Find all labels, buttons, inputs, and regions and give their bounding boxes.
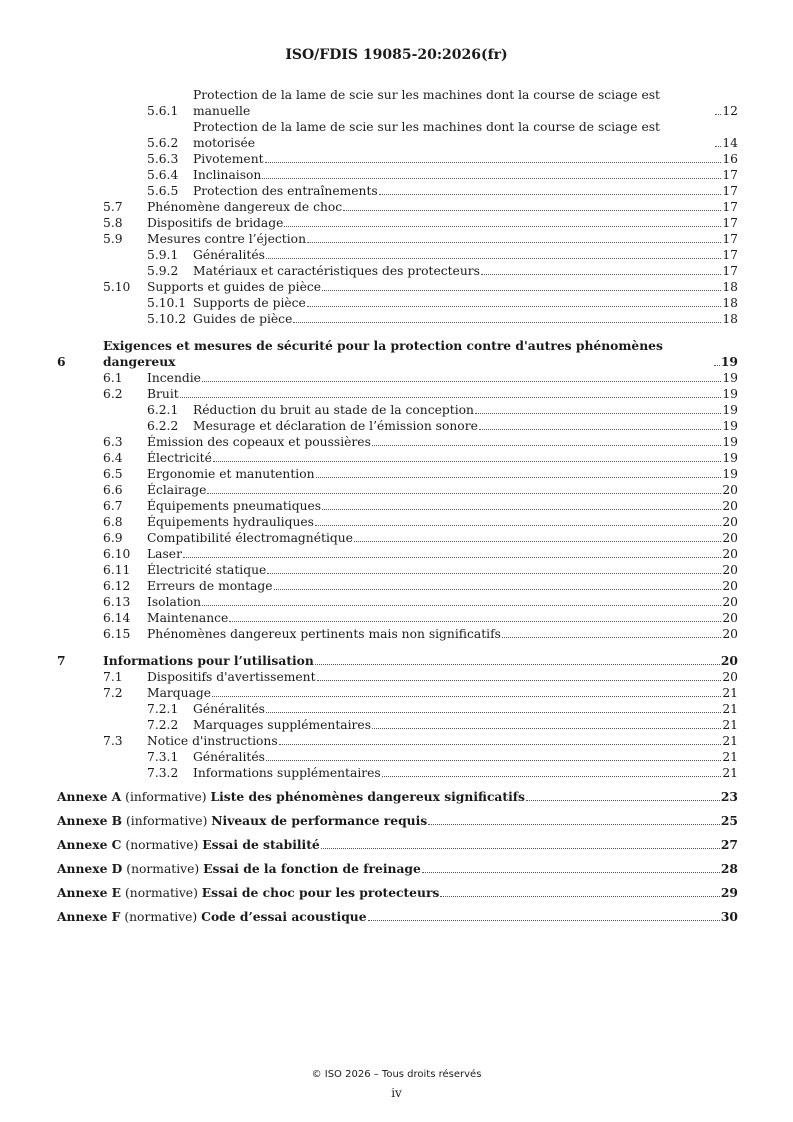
toc-entry[interactable]	[57, 626, 738, 642]
toc-entry-title: Bruit	[147, 387, 179, 401]
page-number: iv	[391, 1086, 402, 1100]
toc-entry-number: 5.6.4	[147, 168, 179, 182]
toc-entry-number: 6.3	[103, 435, 123, 449]
dot-leader	[279, 743, 722, 745]
toc-entry-page: 19	[720, 354, 738, 369]
toc-entry-page: 19	[722, 387, 738, 401]
dot-leader	[502, 636, 721, 638]
toc-entry-title: Inclinaison	[193, 168, 262, 182]
dot-leader	[293, 321, 721, 323]
toc-entry[interactable]	[57, 733, 738, 749]
dot-leader	[180, 396, 722, 398]
toc-entry-title: Généralités	[193, 248, 265, 262]
toc-entry-page: 20	[722, 547, 738, 561]
toc-entry-title: Informations pour l’utilisation	[103, 653, 314, 668]
toc-entry-page: 21	[722, 718, 738, 732]
toc-entry[interactable]	[57, 610, 738, 626]
copyright-notice: © ISO 2026 – Tous droits réservés	[311, 1069, 482, 1080]
toc-entry-body	[147, 498, 738, 514]
toc-entry-body	[147, 685, 738, 701]
dot-leader	[183, 556, 721, 558]
dot-leader	[372, 444, 721, 446]
toc-entry-title: Pivotement	[193, 152, 264, 166]
toc-entry-title: Protection de la lame de scie sur les machines dont la course de sciage est manuelle	[193, 88, 660, 118]
toc-entry-page: 21	[722, 766, 738, 780]
dot-leader	[481, 273, 721, 275]
dot-leader	[266, 759, 721, 761]
toc-entry-title: Éclairage	[147, 483, 207, 497]
toc-entry[interactable]	[57, 669, 738, 685]
annex-entry-title	[57, 789, 525, 805]
annex-tag: Annexe A	[57, 789, 122, 804]
dot-leader	[428, 823, 720, 825]
toc-entry-page: 16	[722, 152, 738, 166]
annex-entry-title	[57, 909, 367, 925]
toc-entry-number: 6.10	[103, 547, 131, 561]
toc-entry-number: 5.9.1	[147, 248, 179, 262]
dot-leader	[213, 460, 721, 462]
dot-leader	[475, 412, 721, 414]
toc-entry-number: 6.13	[103, 595, 131, 609]
toc-entry[interactable]	[57, 338, 738, 370]
toc-entry-body	[193, 151, 738, 167]
toc-entry[interactable]	[57, 279, 738, 295]
toc-entry-number: 6.1	[103, 371, 123, 385]
dot-leader	[368, 919, 720, 921]
toc-entry[interactable]	[57, 498, 738, 514]
toc-entry-number: 6.2	[103, 387, 123, 401]
toc-entry-page: 21	[722, 750, 738, 764]
toc-entry[interactable]	[57, 386, 738, 402]
toc-entry-body	[147, 669, 738, 685]
toc-entry-page: 17	[722, 216, 738, 230]
annex-entry[interactable]	[57, 789, 738, 805]
dot-leader	[715, 145, 721, 147]
dot-leader	[207, 492, 721, 494]
dot-leader	[307, 305, 722, 307]
annex-entry[interactable]	[57, 837, 738, 853]
toc-entry-body	[147, 594, 738, 610]
table-of-contents	[57, 87, 738, 925]
toc-entry-number: 7.1	[103, 670, 123, 684]
toc-entry-page: 19	[722, 419, 738, 433]
toc-entry[interactable]	[57, 311, 738, 327]
dot-leader	[315, 524, 721, 526]
toc-entry-page: 18	[722, 296, 738, 310]
toc-entry-body	[193, 402, 738, 418]
toc-entry-page: 20	[722, 611, 738, 625]
annex-name: Niveaux de performance requis	[211, 813, 428, 828]
annex-tag: Annexe D	[57, 861, 123, 876]
toc-entry-page: 20	[722, 515, 738, 529]
toc-entry-page: 12	[722, 104, 738, 118]
toc-entry-page: 19	[722, 435, 738, 449]
toc-entry[interactable]	[57, 578, 738, 594]
annex-entry[interactable]	[57, 885, 738, 901]
toc-entry[interactable]	[57, 530, 738, 546]
toc-entry-title: Généralités	[193, 750, 265, 764]
dot-leader	[315, 663, 720, 665]
toc-entry[interactable]	[57, 87, 738, 119]
annex-entry-title	[57, 861, 421, 877]
dot-leader	[266, 257, 721, 259]
toc-entry-title: Dispositifs de bridage	[147, 216, 284, 230]
toc-entry-page: 20	[722, 670, 738, 684]
toc-entry-number: 6.12	[103, 579, 131, 593]
toc-entry[interactable]	[57, 199, 738, 215]
dot-leader	[202, 380, 721, 382]
annex-kind: (informative)	[125, 790, 207, 804]
toc-entry-body	[193, 263, 738, 279]
annex-kind: (normative)	[126, 862, 200, 876]
dot-leader	[284, 225, 721, 227]
dot-leader	[262, 177, 721, 179]
toc-entry-title: Phénomènes dangereux pertinents mais non significatifs	[147, 627, 501, 641]
toc-entry-title: Ergonomie et manutention	[147, 467, 315, 481]
annex-entries	[57, 789, 738, 925]
toc-entry-body	[193, 183, 738, 199]
dot-leader	[307, 241, 721, 243]
toc-entry-number: 5.10.1	[147, 296, 187, 310]
toc-entry-number: 6.8	[103, 515, 123, 529]
toc-entry-title: Marquages supplémentaires	[193, 718, 372, 732]
toc-entry-title: Laser	[147, 547, 182, 561]
toc-entry-body	[147, 199, 738, 215]
dot-leader	[317, 679, 722, 681]
toc-entry-title: Mesures contre l’éjection	[147, 232, 306, 246]
dot-leader	[229, 620, 721, 622]
toc-entry[interactable]	[57, 295, 738, 311]
toc-entry-page: 20	[722, 627, 738, 641]
toc-entry-page: 19	[722, 451, 738, 465]
annex-entry[interactable]	[57, 813, 738, 829]
annex-kind: (normative)	[125, 838, 199, 852]
toc-entry[interactable]	[57, 594, 738, 610]
toc-entry-body	[193, 167, 738, 183]
annex-tag: Annexe E	[57, 885, 122, 900]
toc-entry-number: 5.7	[103, 200, 123, 214]
toc-entry-title: Erreurs de montage	[147, 579, 273, 593]
toc-entry[interactable]	[57, 749, 738, 765]
dot-leader	[526, 799, 720, 801]
dot-leader	[265, 161, 722, 163]
toc-entry-number: 5.8	[103, 216, 123, 230]
toc-entry[interactable]	[57, 263, 738, 279]
toc-entry-body	[147, 231, 738, 247]
annex-tag: Annexe B	[57, 813, 123, 828]
toc-entry-page: 17	[722, 184, 738, 198]
annex-page: 28	[720, 861, 738, 876]
toc-entries	[57, 87, 738, 781]
toc-entry[interactable]	[57, 151, 738, 167]
toc-entry-number: 6.4	[103, 451, 123, 465]
toc-entry-title: Mesurage et déclaration de l’émission sonore	[193, 419, 478, 433]
dot-leader	[422, 871, 720, 873]
toc-entry-body	[103, 653, 738, 669]
dot-leader	[343, 209, 721, 211]
toc-entry-page: 18	[722, 280, 738, 294]
dot-leader	[316, 476, 722, 478]
toc-entry-page: 20	[722, 483, 738, 497]
toc-entry-title: Phénomène dangereux de choc	[147, 200, 343, 214]
toc-entry-page: 17	[722, 248, 738, 262]
toc-entry-page: 21	[722, 686, 738, 700]
toc-entry-title: Supports et guides de pièce	[147, 280, 322, 294]
toc-entry-number: 5.9.2	[147, 264, 179, 278]
annex-name: Essai de choc pour les protecteurs	[201, 885, 440, 900]
toc-entry-body	[147, 626, 738, 642]
toc-entry-body	[193, 765, 738, 781]
toc-entry[interactable]	[57, 119, 738, 151]
toc-entry-page: 19	[722, 403, 738, 417]
toc-entry-title: Guides de pièce	[193, 312, 293, 326]
dot-leader	[714, 364, 720, 366]
annex-page: 30	[720, 909, 738, 924]
annex-page: 29	[720, 885, 738, 900]
toc-entry-number: 7.2.2	[147, 718, 179, 732]
toc-entry-page: 20	[720, 653, 738, 668]
toc-entry-title: Dispositifs d'avertissement	[147, 670, 316, 684]
toc-entry[interactable]	[57, 562, 738, 578]
toc-entry-title: Électricité statique	[147, 563, 267, 577]
toc-entry-page: 20	[722, 531, 738, 545]
toc-entry-body	[193, 295, 738, 311]
toc-entry[interactable]	[57, 514, 738, 530]
toc-entry-page: 21	[722, 734, 738, 748]
toc-entry-number: 6.15	[103, 627, 131, 641]
toc-entry-number: 6.11	[103, 563, 131, 577]
toc-entry-title: Marquage	[147, 686, 212, 700]
toc-entry-body	[147, 279, 738, 295]
toc-entry-body	[193, 119, 738, 151]
toc-entry-number: 7.2	[103, 686, 123, 700]
toc-entry-body	[147, 530, 738, 546]
toc-entry[interactable]	[57, 370, 738, 386]
toc-entry-body	[147, 370, 738, 386]
toc-entry-number: 6.2.2	[147, 419, 179, 433]
annex-page: 23	[720, 789, 738, 804]
toc-entry-body	[147, 562, 738, 578]
toc-entry-page: 17	[722, 168, 738, 182]
annex-entry-title	[57, 813, 427, 829]
toc-entry[interactable]	[57, 402, 738, 418]
toc-entry-number: 6.14	[103, 611, 131, 625]
toc-entry[interactable]	[57, 247, 738, 263]
toc-entry-body	[147, 466, 738, 482]
toc-entry-number: 6.9	[103, 531, 123, 545]
dot-leader	[354, 540, 721, 542]
toc-entry-number: 7.2.1	[147, 702, 179, 716]
annex-tag: Annexe F	[57, 909, 121, 924]
dot-leader	[379, 193, 722, 195]
toc-entry-body	[103, 338, 738, 370]
toc-entry-page: 19	[722, 371, 738, 385]
toc-entry-body	[193, 418, 738, 434]
toc-entry[interactable]	[57, 418, 738, 434]
toc-entry-number: 5.10.2	[147, 312, 187, 326]
toc-entry[interactable]	[57, 231, 738, 247]
toc-entry[interactable]	[57, 215, 738, 231]
annex-page: 25	[720, 813, 738, 828]
toc-entry-title: Compatibilité électromagnétique	[147, 531, 353, 545]
toc-entry-title: Incendie	[147, 371, 201, 385]
dot-leader	[321, 847, 720, 849]
toc-entry-number: 6.2.1	[147, 403, 179, 417]
dot-leader	[274, 588, 722, 590]
toc-entry-number: 7	[57, 653, 66, 668]
toc-entry-page: 18	[722, 312, 738, 326]
document-header: ISO/FDIS 19085-20:2026(fr)	[285, 47, 508, 63]
toc-entry[interactable]	[57, 183, 738, 199]
annex-name: Essai de stabilité	[202, 837, 320, 852]
annex-name: Essai de la fonction de freinage	[203, 861, 421, 876]
toc-entry[interactable]	[57, 466, 738, 482]
toc-entry-number: 6.7	[103, 499, 123, 513]
toc-entry-body	[147, 610, 738, 626]
annex-kind: (informative)	[126, 814, 208, 828]
toc-entry-body	[147, 482, 738, 498]
toc-entry-page: 17	[722, 232, 738, 246]
toc-entry-body	[193, 311, 738, 327]
toc-entry-body	[193, 701, 738, 717]
dot-leader	[382, 775, 722, 777]
toc-entry-page: 20	[722, 579, 738, 593]
dot-leader	[322, 289, 721, 291]
toc-entry-body	[147, 434, 738, 450]
toc-entry-number: 6.5	[103, 467, 123, 481]
annex-kind: (normative)	[124, 886, 198, 900]
toc-entry-title: Exigences et mesures de sécurité pour la protection contre d'autres phénomènes dangereux	[103, 338, 663, 369]
toc-entry-number: 6.6	[103, 483, 123, 497]
annex-page: 27	[720, 837, 738, 852]
toc-entry-page: 21	[722, 702, 738, 716]
toc-entry-number: 5.9	[103, 232, 123, 246]
toc-entry-body	[147, 733, 738, 749]
toc-entry-page: 20	[722, 563, 738, 577]
dot-leader	[440, 895, 720, 897]
toc-entry-number: 6	[57, 354, 66, 369]
toc-entry-page: 17	[722, 200, 738, 214]
annex-entry[interactable]	[57, 909, 738, 925]
toc-entry[interactable]	[57, 482, 738, 498]
annex-entry-title	[57, 885, 439, 901]
toc-entry-number: 7.3.1	[147, 750, 179, 764]
toc-entry-number: 7.3	[103, 734, 123, 748]
dot-leader	[202, 604, 721, 606]
toc-entry-title: Isolation	[147, 595, 202, 609]
toc-entry-page: 19	[722, 467, 738, 481]
toc-entry-body	[147, 546, 738, 562]
toc-entry-title: Électricité	[147, 451, 212, 465]
dot-leader	[372, 727, 721, 729]
toc-entry[interactable]	[57, 167, 738, 183]
toc-entry-title: Protection des entraînements	[193, 184, 378, 198]
toc-entry-body	[193, 749, 738, 765]
toc-entry-page: 20	[722, 499, 738, 513]
toc-entry-number: 5.6.3	[147, 152, 179, 166]
toc-entry[interactable]	[57, 765, 738, 781]
toc-entry-page: 17	[722, 264, 738, 278]
toc-entry-number: 5.6.2	[147, 136, 179, 150]
toc-entry-number: 5.6.1	[147, 104, 179, 118]
toc-entry-number: 5.6.5	[147, 184, 179, 198]
toc-entry-body	[193, 247, 738, 263]
dot-leader	[322, 508, 721, 510]
toc-entry-title: Protection de la lame de scie sur les machines dont la course de sciage est motorisée	[193, 120, 660, 150]
toc-entry-title: Réduction du bruit au stade de la conception	[193, 403, 474, 417]
toc-entry[interactable]	[57, 653, 738, 669]
toc-entry-title: Informations supplémentaires	[193, 766, 381, 780]
toc-entry-title: Maintenance	[147, 611, 229, 625]
dot-leader	[479, 428, 721, 430]
toc-entry-page: 20	[722, 595, 738, 609]
toc-entry-body	[147, 386, 738, 402]
toc-entry-body	[147, 578, 738, 594]
dot-leader	[266, 711, 721, 713]
dot-leader	[267, 572, 721, 574]
dot-leader	[715, 113, 721, 115]
annex-entry[interactable]	[57, 861, 738, 877]
toc-entry-body	[147, 450, 738, 466]
toc-entry[interactable]	[57, 717, 738, 733]
toc-entry[interactable]	[57, 450, 738, 466]
toc-entry-title: Émission des copeaux et poussières	[147, 435, 371, 449]
annex-kind: (normative)	[124, 910, 198, 924]
toc-entry[interactable]	[57, 546, 738, 562]
annex-tag: Annexe C	[57, 837, 122, 852]
toc-entry-page: 14	[722, 136, 738, 150]
toc-entry-title: Généralités	[193, 702, 265, 716]
toc-entry[interactable]	[57, 434, 738, 450]
toc-entry[interactable]	[57, 701, 738, 717]
toc-entry-title: Matériaux et caractéristiques des protecteurs	[193, 264, 480, 278]
toc-entry-number: 5.10	[103, 280, 131, 294]
toc-entry-body	[193, 717, 738, 733]
toc-entry[interactable]	[57, 685, 738, 701]
annex-entry-title	[57, 837, 320, 853]
toc-entry-title: Supports de pièce	[193, 296, 306, 310]
toc-entry-body	[193, 87, 738, 119]
annex-name: Code d’essai acoustique	[201, 909, 367, 924]
annex-name: Liste des phénomènes dangereux significatifs	[210, 789, 525, 804]
toc-entry-body	[147, 514, 738, 530]
toc-entry-title: Notice d'instructions	[147, 734, 278, 748]
toc-entry-title: Équipements pneumatiques	[147, 499, 322, 513]
toc-entry-title: Équipements hydrauliques	[147, 515, 314, 529]
toc-entry-body	[147, 215, 738, 231]
dot-leader	[212, 695, 721, 697]
toc-entry-number: 7.3.2	[147, 766, 179, 780]
